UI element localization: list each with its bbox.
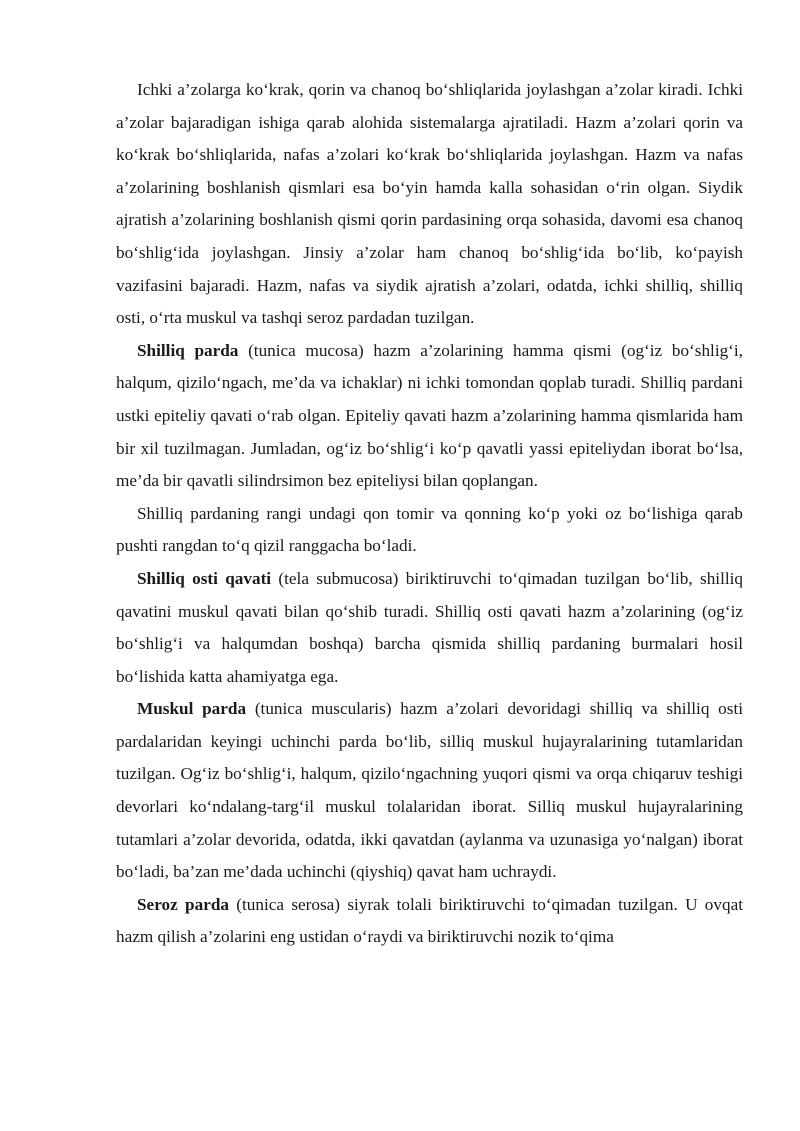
term-muscular-layer: Muskul parda bbox=[137, 699, 247, 719]
paragraph-text: (tunica mucosa) hazm a’zolarining hamma qismi (og‘iz bo‘shlig‘i, halqum, qizilo‘ngach, me’da va ichaklar) ni ichki tomondan qoplab turadi. Shilliq pardani ustki epiteliy qavati o‘rab olgan. Epiteliy qavati hazm a’zolarining hamma qismlarida ham bir xil tuzilmagan. Jumladan, og‘iz bo‘shlig‘i ko‘p qavatli yassi epiteliydan iborat bo‘lsa, me’da bir qavatli silindrsimon bez epiteliysi bilan qoplangan. bbox=[116, 340, 743, 491]
paragraph-text: Ichki a’zolarga ko‘krak, qorin va chanoq bo‘shliqlarida joylashgan a’zolar kiradi. Ichki a’zolar bajaradigan ishiga qarab alohida sistemalarga ajratiladi. Hazm a’zolari qorin va ko‘krak bo‘shliqlarida, nafas a’zolari ko‘krak bo‘shliqlarida joylashgan. Hazm va nafas a’zolarining boshlanish qismlari esa bo‘yin hamda kalla sohasidan o‘rin olgan. Siydik ajratish a’zolarining boshlanish qismi qorin pardasining orqa sohasida, davomi esa chanoq bo‘shlig‘ida joylashgan. Jinsiy a’zolar ham chanoq bo‘shlig‘ida bo‘lib, ko‘payish vazifasini bajaradi. Hazm, nafas va siydik ajratish a’zolari, odatda, ichki shilliq, shilliq osti, o‘rta muskul va tashqi seroz pardadan tuzilgan. bbox=[116, 80, 743, 328]
paragraph-text: (tunica muscularis) hazm a’zolari devoridagi shilliq va shilliq osti pardalaridan keyingi uchinchi parda bo‘lib, silliq muskul hujayralarining tutamlaridan tuzilgan. Og‘iz bo‘shlig‘i, halqum, qizilo‘ngachning yuqori qismi va orqa chiqaruv teshigi devorlari ko‘ndalang-targ‘il muskul tolalaridan iborat. Silliq muskul hujayralarining tutamlari a’zolar devorida, odatda, ikki qavatdan (aylanma va uzunasiga yo‘nalgan) iborat bo‘ladi, ba’zan me’dada uchinchi (qiyshiq) qavat ham uchraydi. bbox=[116, 699, 743, 882]
term-serous-membrane: Seroz parda bbox=[137, 894, 229, 914]
paragraph-muscular-layer bbox=[116, 693, 743, 889]
paragraph-serous-membrane bbox=[116, 889, 743, 954]
term-mucous-membrane: Shilliq parda bbox=[137, 340, 239, 360]
paragraph-internal-organs bbox=[116, 74, 743, 335]
paragraph-mucous-membrane bbox=[116, 335, 743, 498]
paragraph-text: Shilliq pardaning rangi undagi qon tomir va qonning ko‘p yoki oz bo‘lishiga qarab pushti rangdan to‘q qizil ranggacha bo‘ladi. bbox=[116, 503, 743, 556]
document-page bbox=[116, 74, 743, 954]
paragraph-text: (tunica serosa) siyrak tolali biriktiruvchi to‘qimadan tuzilgan. U ovqat hazm qilish a’zolarini eng ustidan o‘raydi va biriktiruvchi nozik to‘qima bbox=[116, 894, 743, 947]
term-submucosa: Shilliq osti qavati bbox=[137, 568, 272, 588]
paragraph-submucosa bbox=[116, 563, 743, 693]
paragraph-mucosa-color bbox=[116, 498, 743, 563]
paragraph-text: (tela submucosa) biriktiruvchi to‘qimadan tuzilgan bo‘lib, shilliq qavatini muskul qavati bilan qo‘shib turadi. Shilliq osti qavati hazm a’zolarining (og‘iz bo‘shlig‘i va halqumdan boshqa) barcha qismida shilliq pardaning burmalari hosil bo‘lishida katta ahamiyatga ega. bbox=[116, 568, 743, 686]
